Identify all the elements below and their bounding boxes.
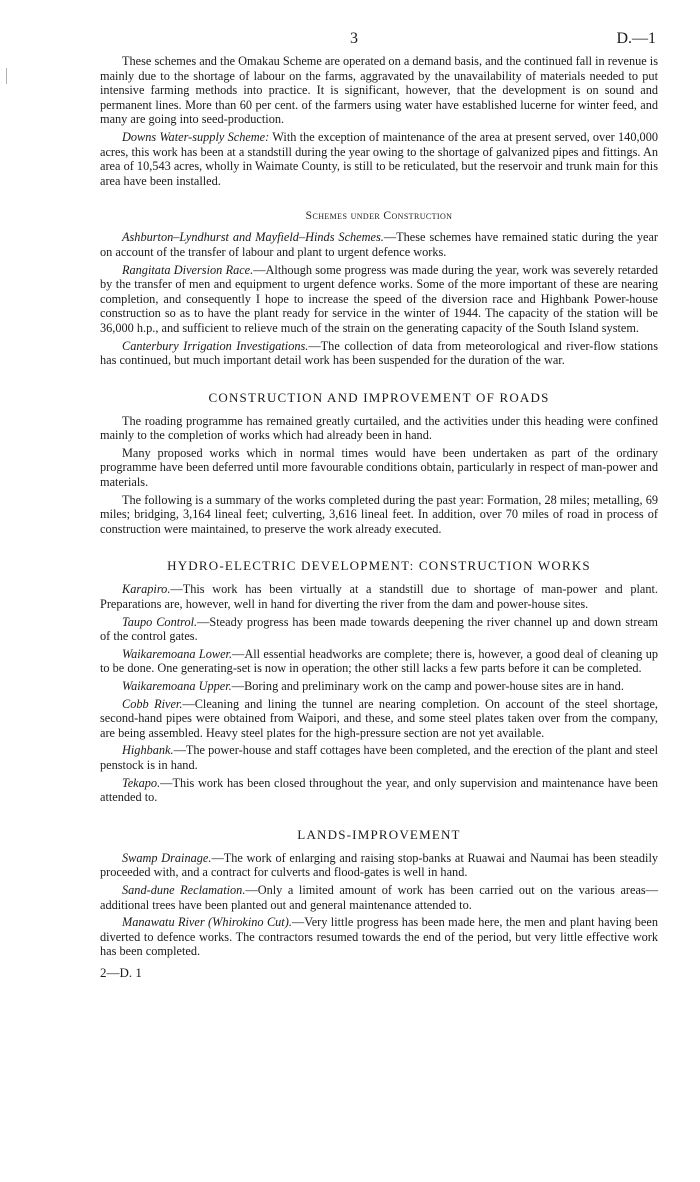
hydro-item-text: —This work has been closed throughout the year, and only supervision and maintenance have been attended to. (100, 775, 658, 805)
downs-title: Downs Water-supply Scheme: (122, 129, 270, 144)
downs-paragraph (100, 130, 658, 188)
lands-item-text: —The work of enlarging and raising stop-banks at Ruawai and Naumai has been steadily proceeded with, and a contract for culverts and flood-gates is well in hand. (100, 850, 659, 880)
lands-item (100, 883, 658, 912)
downs-text: With the exception of maintenance of the area at present served, over 140,000 acres, this work has been at a standstill during the year owing to the shortage of galvanized pipes and fittings. An area of 10,543 acres, wholly in Waimate County, is still to be reticulated, but the reservoir and trunk main for this area have been installed. (100, 129, 659, 188)
construction-item-title: Rangitata Diversion Race. (122, 262, 254, 277)
hydro-item-text: —Boring and preliminary work on the camp and power-house sites are in hand. (231, 679, 624, 693)
hydro-item-text: —The power-house and staff cottages have been completed, and the erection of the plant and steel penstock is in hand. (100, 743, 658, 772)
document-page (100, 30, 658, 981)
hydro-item-title: Tekapo. (122, 775, 161, 790)
heading-hydro-electric: HYDRO-ELECTRIC DEVELOPMENT: CONSTRUCTION WORKS (167, 558, 591, 574)
hydro-item (100, 776, 658, 805)
hydro-item-text: —All essential headworks are complete; there is, however, a good deal of cleaning up to be done. One generating-set is now in operation; the other still lacks a few parts before it can be completed. (100, 646, 658, 676)
construction-item (100, 339, 658, 368)
hydro-item (100, 743, 658, 772)
hydro-item-text: —This work has been virtually at a standstill due to shortage of man-power and plant. Preparations are, however, well in hand for diverting the river from the dam and power-house sites. (100, 582, 658, 612)
heading-roads: CONSTRUCTION AND IMPROVEMENT OF ROADS (208, 389, 550, 405)
hydro-item-title: Waikaremoana Upper. (122, 679, 232, 693)
hydro-item (100, 697, 658, 741)
lands-item-title: Swamp Drainage. (122, 850, 212, 865)
hydro-item-title: Highbank. (122, 743, 174, 758)
hydro-item-text: —Cleaning and lining the tunnel are nearing completion. On account of the steel shortage, second-hand pipes were obtained from Waipori, and these, and some steel plates taken over from the company, are being assembled. Heavy steel plates for the high-pressure section are not yet available. (100, 696, 658, 740)
construction-item (100, 230, 658, 259)
intro-paragraph: These schemes and the Omakau Scheme are operated on a demand basis, and the continued fall in revenue is mainly due to the shortage of labour on the farms, aggravated by the unavailability of materials needed to put intensive farming methods into practice. It is significant, however, that the development is on sound and permanent lines. More than 60 per cent. of the farmers using water have established lucerne for winter feed, and many are going into seed-production. (100, 54, 658, 127)
construction-item-title: Canterbury Irrigation Investigations. (122, 338, 309, 353)
hydro-item-title: Cobb River. (122, 696, 183, 711)
lands-item-text: —Only a limited amount of work has been carried out on the various areas—additional trees have been planted out and general maintenance attended to. (100, 882, 658, 912)
construction-item-text: —The collection of data from meteorological and river-flow stations has continued, but much important detail work has been suspended for the duration of the war. (100, 338, 658, 368)
construction-item (100, 263, 658, 336)
lands-item (100, 915, 658, 959)
hydro-item-title: Karapiro. (122, 582, 171, 597)
heading-schemes-under-construction: Schemes under Construction (305, 210, 453, 223)
hydro-item (100, 647, 658, 676)
lands-item-title: Sand-dune Reclamation. (122, 882, 246, 897)
margin-rule (6, 68, 7, 84)
lands-item-title: Manawatu River (Whirokino Cut). (122, 915, 292, 930)
construction-item-text: —These schemes have remained static during the year on account of the transfer of labour and plant to urgent defence works. (100, 230, 658, 259)
construction-item-text: —Although some progress was made during the year, work was severely retarded by the transfer of men and equipment to urgent defence works. Some of the more important of these are nearing completion, and consequently I hope to increase the speed of the diversion race and Highbank Power-house construction so as to have the plant ready for service in the winter of 1944. The capacity of the station will be 36,000 h.p., and sufficient to relieve much of the strain on the generating capacity of the South Island system. (100, 262, 659, 335)
roads-paragraph: Many proposed works which in normal times would have been undertaken as part of the ordinary programme have been deferred until more favourable conditions obtain, particularly in respect of man-power and materials. (100, 445, 658, 490)
hydro-item (100, 582, 658, 611)
construction-item-title: Ashburton–Lyndhurst and Mayfield–Hinds Schemes. (122, 230, 384, 245)
roads-paragraph: The following is a summary of the works completed during the past year: Formation, 28 miles; metalling, 69 miles; bridging, 3,164 lineal feet; culverting, 3,616 lineal feet. In addition, over 70 miles of road in process of construction were maintained, to preserve the work already executed. (100, 492, 658, 536)
hydro-item (100, 679, 658, 694)
hydro-item-title: Taupo Control. (122, 614, 198, 629)
hydro-item-text: —Steady progress has been made towards deepening the river channel up and down stream of the control gates. (100, 614, 658, 644)
hydro-item-title: Waikaremoana Lower. (122, 646, 233, 661)
page-number: 3 (350, 30, 358, 47)
lands-item (100, 851, 658, 880)
roads-paragraph: The roading programme has remained greatly curtailed, and the activities under this heading were confined mainly to the completion of works which had already been in hand. (100, 413, 658, 443)
document-reference: D.—1 (616, 30, 656, 47)
page-signature: 2—D. 1 (100, 964, 142, 980)
lands-item-text: —Very little progress has been made here, the men and plant having been diverted to defence works. The contractors resumed towards the end of the period, but very little effective work has been completed. (100, 915, 659, 959)
page-header (100, 30, 658, 54)
hydro-item (100, 615, 658, 644)
heading-lands-improvement: LANDS-IMPROVEMENT (297, 826, 461, 842)
